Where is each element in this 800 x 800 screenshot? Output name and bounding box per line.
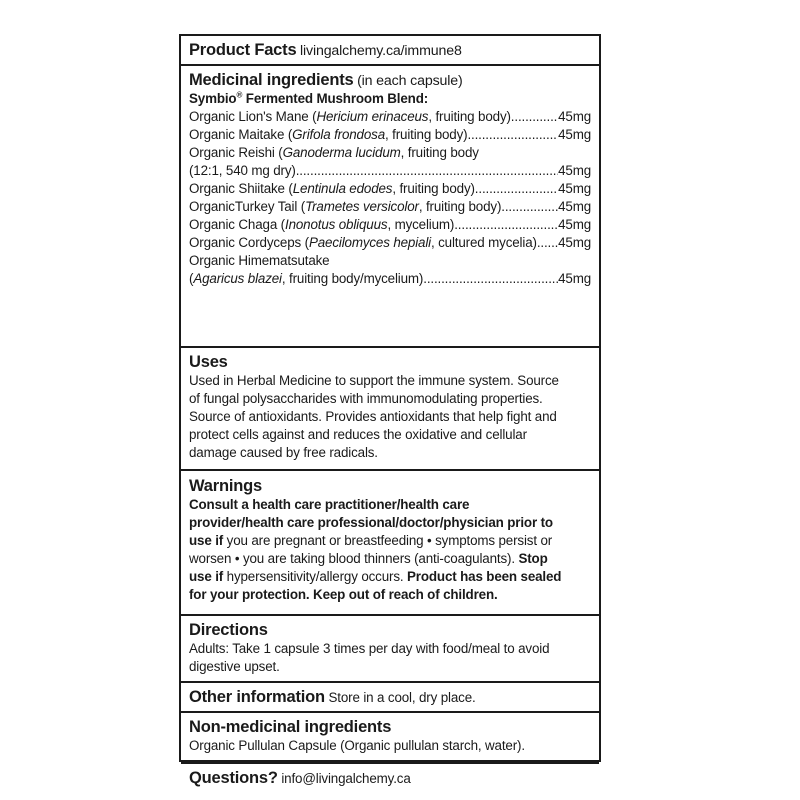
ingredient-row: (Agaricus blazei, fruiting body/mycelium) ..... 45mg [189,270,591,288]
contact-email[interactable]: info@livingalchemy.ca [281,771,411,786]
medicinal-ingredients-section [181,66,599,348]
directions-title: Directions [189,621,268,639]
uses-text-line: protect cells against and reduces the oxidative and cellular [189,427,527,442]
other-information-text: Store in a cool, dry place. [328,690,476,705]
non-medicinal-text: Organic Pullulan Capsule (Organic pullulan starch, water). [189,738,525,753]
uses-section [181,348,599,471]
product-facts-header [181,36,599,66]
directions-text-line: digestive upset. [189,659,280,674]
uses-text-line: damage caused by free radicals. [189,445,378,460]
medicinal-ingredients-title: Medicinal ingredients [189,71,354,89]
warnings-line: for your protection. Keep out of reach of children. [189,587,498,602]
directions-section [181,616,599,683]
ingredient-row: (12:1, 540 mg dry) ..... 45mg [189,162,591,180]
warnings-line: Consult a health care practitioner/health care [189,497,470,512]
ingredient-row: OrganicTurkey Tail (Trametes versicolor, fruiting body) ..... 45mg [189,198,591,216]
uses-text-line: Source of antioxidants. Provides antioxidants that help fight and [189,409,557,424]
medicinal-ingredients-subtitle: (in each capsule) [357,73,463,89]
questions-title: Questions? [189,769,278,787]
ingredient-row: Organic Chaga (Inonotus obliquus, mycelium) ..... 45mg [189,216,591,234]
ingredient-line-himematsutake: Organic Himematsutake [189,253,330,268]
ingredient-row: Organic Cordyceps (Paecilomyces hepiali, cultured mycelia) ..... 45mg [189,234,591,252]
product-facts-title: Product Facts [189,41,297,59]
ingredient-line-reishi: Organic Reishi (Ganoderma lucidum, fruiting body [189,145,479,160]
questions-section [181,764,599,794]
warnings-section [181,471,599,616]
warnings-line: use if hypersensitivity/allergy occurs. Product has been sealed [189,569,562,584]
ingredient-row: Organic Shiitake (Lentinula edodes, fruiting body) ..... 45mg [189,180,591,198]
directions-text-line: Adults: Take 1 capsule 3 times per day with food/meal to avoid [189,641,550,656]
other-information-section [181,683,599,713]
warnings-line: worsen • you are taking blood thinners (anti-coagulants). Stop [189,551,548,566]
other-information-title: Other information [189,688,325,706]
non-medicinal-section [181,713,599,764]
ingredient-row: Organic Maitake (Grifola frondosa, fruiting body) ..... 45mg [189,126,591,144]
product-facts-panel [179,34,601,787]
non-medicinal-title: Non-medicinal ingredients [189,718,392,736]
ingredient-row: Organic Lion's Mane (Hericium erinaceus, fruiting body) ..... 45mg [189,108,591,126]
warnings-line: use if you are pregnant or breastfeeding • symptoms persist or [189,533,553,548]
uses-text-line: Used in Herbal Medicine to support the immune system. Source [189,373,559,388]
uses-title: Uses [189,353,228,371]
uses-text-line: of fungal polysaccharides with immunomodulating properties. [189,391,543,406]
blend-name: Symbio® Fermented Mushroom Blend: [189,90,429,106]
warnings-title: Warnings [189,477,262,495]
product-url: livingalchemy.ca/immune8 [300,43,462,59]
warnings-line: provider/health care professional/doctor/physician prior to [189,515,553,530]
